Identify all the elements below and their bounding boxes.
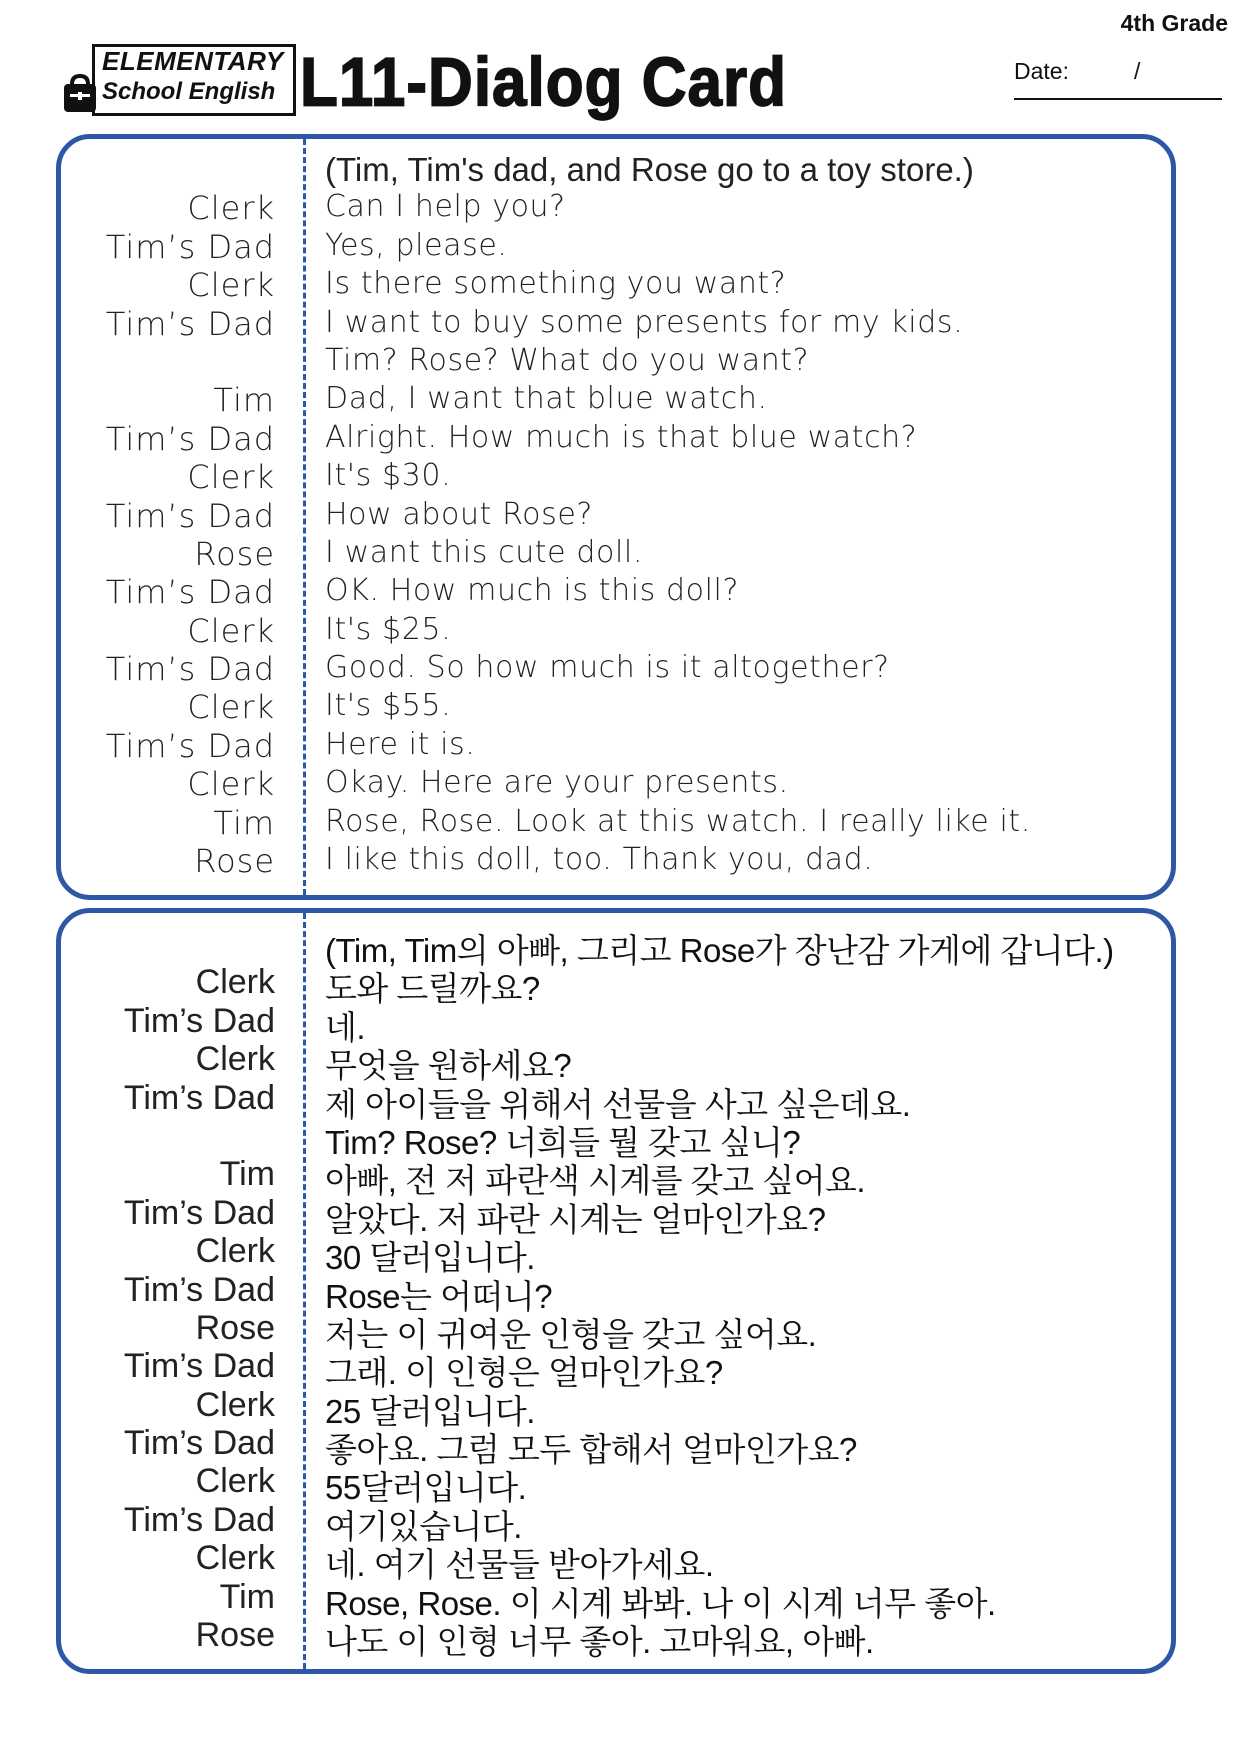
dialog-text: 여기있습니다. [325, 1507, 522, 1545]
dialog-list [61, 151, 1171, 880]
dialog-line [61, 458, 1171, 496]
dialog-line [61, 1155, 1171, 1200]
dialog-line [61, 1385, 1171, 1430]
dialog-text: Here it is. [325, 726, 476, 762]
speaker-name: Tim [219, 1155, 275, 1194]
dialog-line [61, 804, 1171, 842]
speaker-name: Clerk [187, 611, 275, 650]
speaker-name: Tim [213, 381, 275, 420]
dialog-line [61, 573, 1171, 611]
dialog-text: Rose는 어떠니? [325, 1277, 553, 1315]
english-dialog-card [56, 134, 1176, 900]
dialog-text: Yes, please. [325, 227, 508, 263]
speaker-name: Tim’s Dad [105, 496, 275, 535]
dialog-text: 네. 여기 선물들 받아가세요. [325, 1546, 714, 1584]
dialog-text: OK. How much is this doll? [325, 573, 739, 609]
dialog-line [61, 343, 1171, 381]
dialog-line [61, 765, 1171, 803]
dialog-text: Tim? Rose? What do you want? [325, 342, 810, 378]
dialog-line [61, 1078, 1171, 1123]
dialog-text: Dad, I want that blue watch. [325, 381, 768, 417]
dialog-line [61, 1577, 1171, 1622]
speaker-name: Clerk [187, 765, 275, 804]
narration-text: (Tim, Tim의 아빠, 그리고 Rose가 장난감 가게에 갑니다.) [325, 932, 1114, 969]
speaker-name: Tim’s Dad [123, 1078, 275, 1117]
dialog-line [61, 1232, 1171, 1277]
dialog-text: 25 달러입니다. [325, 1392, 535, 1430]
dialog-line [61, 650, 1171, 688]
dialog-line [61, 1117, 1171, 1161]
dialog-line [61, 1500, 1171, 1545]
speaker-name: Rose [194, 842, 275, 881]
speaker-name: Clerk [195, 1385, 275, 1424]
speaker-name: Tim’s Dad [105, 650, 275, 689]
dialog-line [61, 727, 1171, 765]
dialog-text: 아빠, 전 저 파란색 시계를 갖고 싶어요. [325, 1162, 866, 1200]
dialog-line [61, 1001, 1171, 1046]
speaker-name: Rose [195, 1616, 275, 1655]
dialog-text: I like this doll, too. Thank you, dad. [325, 842, 874, 878]
speaker-name: Clerk [195, 963, 275, 1002]
speaker-name: Clerk [195, 1462, 275, 1501]
page-title: L11-Dialog Card [300, 45, 787, 121]
dialog-text: It's $25. [325, 611, 452, 647]
dialog-text: Is there something you want? [325, 266, 787, 302]
speaker-name: Tim [213, 803, 275, 842]
dialog-text: 알았다. 저 파란 시계는 얼마인가요? [325, 1200, 826, 1238]
speaker-name: Tim’s Dad [105, 573, 275, 612]
dialog-text: 그래. 이 인형은 얼마인가요? [325, 1354, 723, 1392]
dialog-line [61, 1308, 1171, 1353]
speaker-name: Clerk [187, 688, 275, 727]
date-label: Date: [1014, 58, 1069, 84]
speaker-name: Tim’s Dad [123, 1001, 275, 1040]
dialog-text: It's $55. [325, 688, 452, 724]
school-bag-icon [62, 74, 98, 114]
dialog-text: 55달러입니다. [325, 1469, 527, 1507]
dialog-text: 30 달러입니다. [325, 1239, 535, 1277]
dialog-line [61, 1193, 1171, 1238]
speaker-name: Clerk [195, 1040, 275, 1079]
dialog-line [61, 497, 1171, 535]
dialog-text: 무엇을 원하세요? [325, 1047, 572, 1085]
speaker-name: Clerk [195, 1539, 275, 1578]
dialog-line [61, 1040, 1171, 1085]
dialog-text: 제 아이들을 위해서 선물을 사고 싶은데요. [325, 1085, 911, 1123]
dialog-line [61, 1424, 1171, 1469]
narration-text: (Tim, Tim's dad, and Rose go to a toy store.) [325, 151, 974, 188]
dialog-text: Rose, Rose. Look at this watch. I really like it. [325, 803, 1031, 839]
dialog-line [61, 381, 1171, 419]
dialog-line [61, 535, 1171, 573]
speaker-name: Tim’s Dad [105, 227, 275, 266]
dialog-text: 네. [325, 1008, 366, 1046]
dialog-line [61, 612, 1171, 650]
korean-dialog-card [56, 908, 1176, 1674]
speaker-name: Tim’s Dad [123, 1193, 275, 1232]
dialog-text: I want to buy some presents for my kids. [325, 304, 964, 340]
dialog-line [61, 1270, 1171, 1315]
narration-row [61, 925, 1171, 969]
dialog-list [61, 925, 1171, 1661]
dialog-text: Good. So how much is it altogether? [325, 650, 890, 686]
speaker-name: Tim’s Dad [123, 1270, 275, 1309]
dialog-text: 나도 이 인형 너무 좋아. 고마워요, 아빠. [325, 1623, 874, 1661]
dialog-text: I want this cute doll. [325, 534, 643, 570]
speaker-name: Tim [219, 1577, 275, 1616]
speaker-name: Tim’s Dad [105, 419, 275, 458]
dialog-text: Alright. How much is that blue watch? [325, 419, 918, 455]
dialog-line [61, 842, 1171, 880]
dialog-text: Rose, Rose. 이 시계 봐봐. 나 이 시계 너무 좋아. [325, 1584, 996, 1622]
grade-label: 4th Grade [1120, 10, 1228, 36]
dialog-line [61, 305, 1171, 343]
speaker-name: Clerk [195, 1232, 275, 1271]
dialog-text: Tim? Rose? 너희들 뭘 갖고 싶니? [325, 1123, 801, 1161]
dialog-line [61, 189, 1171, 227]
speaker-name: Tim’s Dad [105, 726, 275, 765]
logo-line-1: ELEMENTARY [102, 46, 284, 76]
dialog-line [61, 266, 1171, 304]
speaker-name: Clerk [187, 266, 275, 305]
dialog-text: 저는 이 귀여운 인형을 갖고 싶어요. [325, 1315, 817, 1353]
speaker-name: Tim’s Dad [105, 304, 275, 343]
dialog-line [61, 1347, 1171, 1392]
elementary-school-english-logo [62, 44, 294, 116]
dialog-line [61, 1539, 1171, 1584]
speaker-name: Clerk [187, 189, 275, 228]
dialog-text: 도와 드릴까요? [325, 970, 540, 1008]
dialog-line [61, 420, 1171, 458]
date-field[interactable] [1014, 58, 1222, 100]
dialog-line [61, 1616, 1171, 1661]
dialog-line [61, 228, 1171, 266]
dialog-line [61, 963, 1171, 1008]
dialog-text: Can I help you? [325, 189, 566, 225]
narration-row [61, 151, 1171, 189]
speaker-name: Rose [195, 1308, 275, 1347]
speaker-name: Tim’s Dad [123, 1424, 275, 1463]
dialog-text: How about Rose? [325, 496, 593, 532]
logo-line-2: School English [102, 78, 276, 105]
speaker-name: Clerk [187, 458, 275, 497]
dialog-text: 좋아요. 그럼 모두 합해서 얼마인가요? [325, 1431, 857, 1469]
speaker-name: Tim’s Dad [123, 1500, 275, 1539]
speaker-name: Rose [194, 534, 275, 573]
dialog-line [61, 1462, 1171, 1507]
dialog-line [61, 688, 1171, 726]
speaker-name: Tim’s Dad [123, 1347, 275, 1386]
dialog-text: Okay. Here are your presents. [325, 765, 789, 801]
dialog-text: It's $30. [325, 458, 452, 494]
date-separator: / [1134, 58, 1141, 84]
